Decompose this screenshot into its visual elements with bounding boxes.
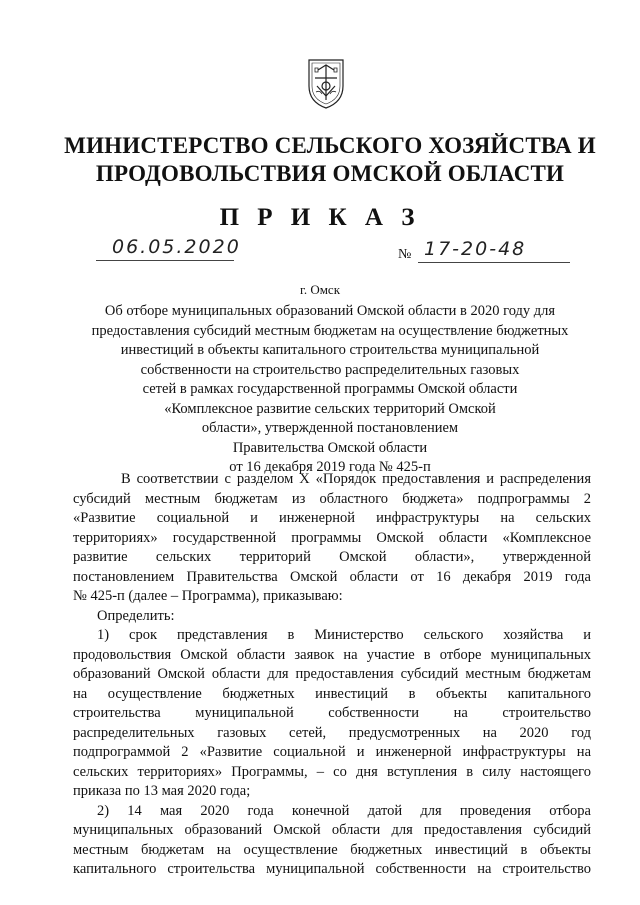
body-line: муниципальных образований Омской области для предоставления субсидий — [73, 822, 591, 838]
subject-line: сетей в рамках государственной программы Омской области — [142, 381, 518, 397]
number-underline — [418, 262, 570, 263]
ministry-name — [60, 132, 600, 188]
body-line: сельских территориях» Программы, – со дня вступления в силу настоящего — [73, 763, 591, 780]
handwritten-number: 17-20-48 — [424, 238, 527, 260]
body-line: капитального строительства муниципальной собственности на строительство — [73, 861, 591, 877]
subject-line: предоставления субсидий местным бюджетам на осуществление бюджетных — [91, 322, 569, 339]
body-line: постановлением Правительства Омской области от 16 декабря 2019 года — [73, 568, 591, 585]
number-sign: № — [398, 247, 412, 262]
ministry-line-1: МИНИСТЕРСТВО СЕЛЬСКОГО ХОЗЯЙСТВА И — [64, 133, 596, 158]
ministry-line-2: ПРОДОВОЛЬСТВИЯ ОМСКОЙ ОБЛАСТИ — [95, 161, 565, 186]
subject-line: «Комплексное развитие сельских территорий Омской — [164, 400, 496, 417]
order-subject — [70, 302, 590, 478]
body-line: Определить: — [97, 607, 175, 624]
body-line: территориях» государственной программы Омской области «Комплексное — [73, 529, 591, 546]
city-line: г. Омск — [299, 282, 341, 297]
body-line: распределительных газовых сетей, предусмотренных на 2020 год — [73, 724, 591, 741]
body-line: «Развитие социальной и инженерной инфраструктуры на сельских — [73, 510, 591, 526]
handwritten-date: 06.05.2020 — [112, 236, 241, 258]
date-underline — [96, 260, 234, 261]
body-line: строительства муниципальной собственности на строительство — [73, 705, 591, 721]
body-line: местным бюджетам на осуществление бюджетных инвестиций в объекты — [73, 841, 591, 858]
document-type-title: П Р И К А З — [219, 204, 421, 231]
body-line: приказа по 13 мая 2020 года; — [73, 783, 251, 799]
subject-line: инвестиций в объекты капитального строительства муниципальной — [120, 342, 540, 358]
body-line: 2) 14 мая 2020 года конечной датой для проведения отбора — [97, 802, 591, 819]
body-line: подпрограммой 2 «Развитие социальной и инженерной инфраструктуры на — [73, 744, 591, 760]
body-line: на осуществление бюджетных инвестиций в объекты капитального — [73, 685, 591, 702]
body-line: № 425-п (далее – Программа), приказываю: — [73, 588, 343, 604]
body-line: В соответствии с разделом X «Порядок предоставления и распределения — [121, 471, 591, 487]
coat-of-arms-icon — [305, 56, 347, 110]
order-body — [73, 470, 591, 880]
body-line: развитие сельских территорий Омской области», утвержденной — [73, 549, 591, 565]
subject-line: от 16 декабря 2019 года № 425-п — [229, 459, 431, 475]
subject-line: Об отборе муниципальных образований Омской области в 2020 году для — [104, 303, 556, 319]
body-line: 1) срок представления в Министерство сельского хозяйства и — [97, 627, 591, 643]
body-line: продовольствия Омской области заявок на участие в отборе муниципальных — [73, 646, 591, 663]
body-line: образований Омской области для предоставления субсидий местным бюджетам — [73, 666, 591, 682]
subject-line: Правительства Омской области — [232, 439, 428, 456]
body-line: субсидий местным бюджетам из областного бюджета» подпрограммы 2 — [73, 490, 591, 507]
subject-line: собственности на строительство распределительных газовых — [140, 361, 520, 378]
subject-line: области», утвержденной постановлением — [201, 420, 459, 436]
